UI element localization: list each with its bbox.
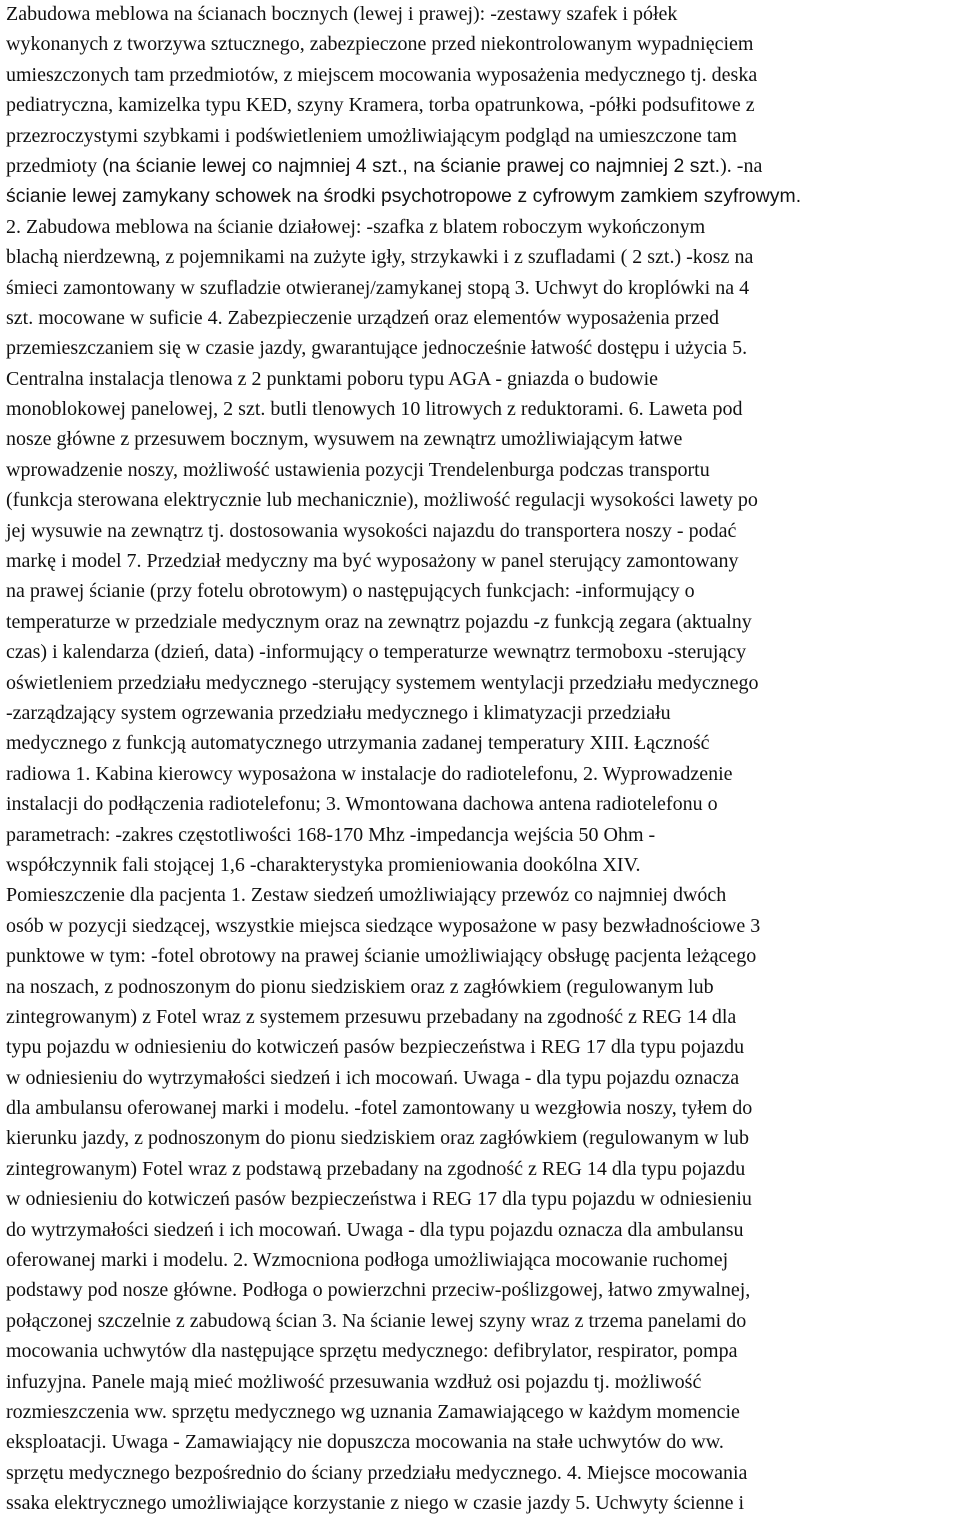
document-page — [6, 0, 958, 1519]
text-run-sans: (na ścianie lewej co najmniej 4 szt., na ścianie prawej co najmniej 2 szt. — [102, 154, 721, 177]
text-line: punktowe w tym: -fotel obrotowy na prawej ścianie umożliwiający obsługę pacjenta leżącego — [6, 945, 757, 968]
text-line: połączonej szczelnie z zabudową ścian 3. Na ścianie lewej szyny wraz z trzema panelami do — [6, 1309, 747, 1332]
text-line: śmieci zamontowany w szufladzie otwieranej/zamykanej stopą 3. Uchwyt do kroplówki na 4 — [6, 276, 750, 299]
text-line: mocowania uchwytów dla następujące sprzętu medycznego: defibrylator, respirator, pompa — [6, 1340, 738, 1363]
text-line: -zarządzający system ogrzewania przedziału medycznego i klimatyzacji przedziału — [6, 701, 671, 724]
text-line: oferowanej marki i modelu. 2. Wzmocniona podłoga umożliwiająca mocowanie ruchomej — [6, 1249, 729, 1272]
text-line: w odniesieniu do kotwiczeń pasów bezpieczeństwa i REG 17 dla typu pojazdu w odniesieniu — [6, 1188, 752, 1211]
text-line: parametrach: -zakres częstotliwości 168-170 Mhz -impedancja wejścia 50 Ohm - — [6, 823, 656, 846]
text-line: Zabudowa meblowa na ścianach bocznych (lewej i prawej): -zestawy szafek i półek — [6, 3, 678, 25]
text-line: medycznego z funkcją automatycznego utrzymania zadanej temperatury XIII. Łączność — [6, 732, 710, 755]
text-line: temperaturze w przedziale medycznym oraz na zewnątrz pojazdu -z funkcją zegara (aktualny — [6, 610, 752, 633]
text-line: jej wysuwie na zewnątrz tj. dostosowania wysokości najazdu do transportera noszy - podać — [6, 519, 737, 542]
text-line: monoblokowej panelowej, 2 szt. butli tlenowych 10 litrowych z reduktorami. 6. Laweta pod — [6, 398, 743, 421]
text-line: ścianie lewej zamykany schowek na środki psychotropowe z cyfrowym zamkiem szyfrowym. — [6, 185, 802, 208]
text-line: rozmieszczenia ww. sprzętu medycznego wg uznania Zamawiającego w każdym momencie — [6, 1400, 740, 1423]
text-line: szt. mocowane w suficie 4. Zabezpieczenie urządzeń oraz elementów wyposażenia przed — [6, 306, 719, 329]
text-line: umieszczonych tam przedmiotów, z miejscem mocowania wyposażenia medycznego tj. deska — [6, 63, 758, 86]
text-line: zintegrowanym) Fotel wraz z podstawą przebadany na zgodność z REG 14 dla typu pojazdu — [6, 1157, 746, 1180]
text-line: w odniesieniu do wytrzymałości siedzeń i ich mocowań. Uwaga - dla typu pojazdu oznacza — [6, 1066, 740, 1089]
text-line: ssaka elektrycznego umożliwiające korzystanie z niego w czasie jazdy 5. Uchwyty ścienne i — [6, 1492, 745, 1515]
text-line: do wytrzymałości siedzeń i ich mocowań. Uwaga - dla typu pojazdu oznacza dla ambulansu — [6, 1218, 744, 1241]
text-run: ). -na — [720, 154, 763, 177]
text-line: dla ambulansu oferowanej marki i modelu. -fotel zamontowany u wezgłowia noszy, tyłem do — [6, 1097, 753, 1120]
text-line: (funkcja sterowana elektrycznie lub mechanicznie), możliwość regulacji wysokości lawety po — [6, 489, 758, 512]
text-line: radiowa 1. Kabina kierowcy wyposażona w instalacje do radiotelefonu, 2. Wyprowadzenie — [6, 762, 733, 785]
text-line: sprzętu medycznego bezpośrednio do ściany przedziału medycznego. 4. Miejsce mocowania — [6, 1461, 748, 1484]
text-line — [6, 151, 958, 181]
text-line: eksploatacji. Uwaga - Zamawiający nie dopuszcza mocowania na stałe uchwytów do ww. — [6, 1431, 724, 1454]
text-line: podstawy pod nosze główne. Podłoga o powierzchni przeciw-poślizgowej, łatwo zmywalnej, — [6, 1279, 751, 1302]
text-line: osób w pozycji siedzącej, wszystkie miejsca siedzące wyposażone w pasy bezwładnościowe 3 — [6, 914, 761, 937]
text-line: wykonanych z tworzywa sztucznego, zabezpieczone przed niekontrolowanym wypadnięciem — [6, 33, 754, 56]
text-line: instalacji do podłączenia radiotelefonu; 3. Wmontowana dachowa antena radiotelefonu o — [6, 793, 718, 816]
text-line: infuzyjna. Panele mają mieć możliwość przesuwania wzdłuż osi pojazdu tj. możliwość — [6, 1370, 702, 1393]
text-line: 2. Zabudowa meblowa na ścianie działowej: -szafka z blatem roboczym wykończonym — [6, 215, 706, 238]
text-line: na noszach, z podnoszonym do pionu siedziskiem oraz z zagłówkiem (regulowanym lub — [6, 975, 714, 998]
text-line: kierunku jazdy, z podnoszonym do pionu siedziskiem oraz zagłówkiem (regulowanym w lub — [6, 1127, 749, 1150]
text-line: przemieszczaniem się w czasie jazdy, gwarantujące jednocześnie łatwość dostępu i użycia 5. — [6, 337, 748, 360]
text-line: czas) i kalendarza (dzień, data) -informujący o temperaturze wewnątrz termoboxu -sterujący — [6, 641, 747, 664]
text-line: typu pojazdu w odniesieniu do kotwiczeń pasów bezpieczeństwa i REG 17 dla typu pojazdu — [6, 1036, 745, 1059]
text-line: współczynnik fali stojącej 1,6 -charakterystyka promieniowania dookólna XIV. — [6, 853, 641, 876]
text-line: Pomieszczenie dla pacjenta 1. Zestaw siedzeń umożliwiający przewóz co najmniej dwóch — [6, 884, 727, 907]
text-line: zintegrowanym) z Fotel wraz z systemem przesuwu przebadany na zgodność z REG 14 dla — [6, 1005, 737, 1028]
text-line: Centralna instalacja tlenowa z 2 punktami poboru typu AGA - gniazda o budowie — [6, 367, 659, 390]
text-line: przezroczystymi szybkami i podświetleniem umożliwiającym podgląd na umieszczone tam — [6, 124, 737, 147]
text-line: pediatryczna, kamizelka typu KED, szyny Kramera, torba opatrunkowa, -półki podsufitowe z — [6, 94, 755, 117]
text-line: wprowadzenie noszy, możliwość ustawienia pozycji Trendelenburga podczas transportu — [6, 458, 710, 481]
text-line: markę i model 7. Przedział medyczny ma być wyposażony w panel sterujący zamontowany — [6, 550, 739, 573]
text-line: nosze główne z przesuwem bocznym, wysuwem na zewnątrz umożliwiającym łatwe — [6, 428, 683, 451]
text-run: przedmioty — [6, 154, 103, 177]
text-line: blachą nierdzewną, z pojemnikami na zużyte igły, strzykawki i z szufladami ( 2 szt.) -kosz na — [6, 246, 754, 269]
text-line: oświetleniem przedziału medycznego -sterujący systemem wentylacji przedziału medycznego — [6, 671, 759, 694]
text-line: na prawej ścianie (przy fotelu obrotowym) o następujących funkcjach: -informujący o — [6, 580, 695, 603]
